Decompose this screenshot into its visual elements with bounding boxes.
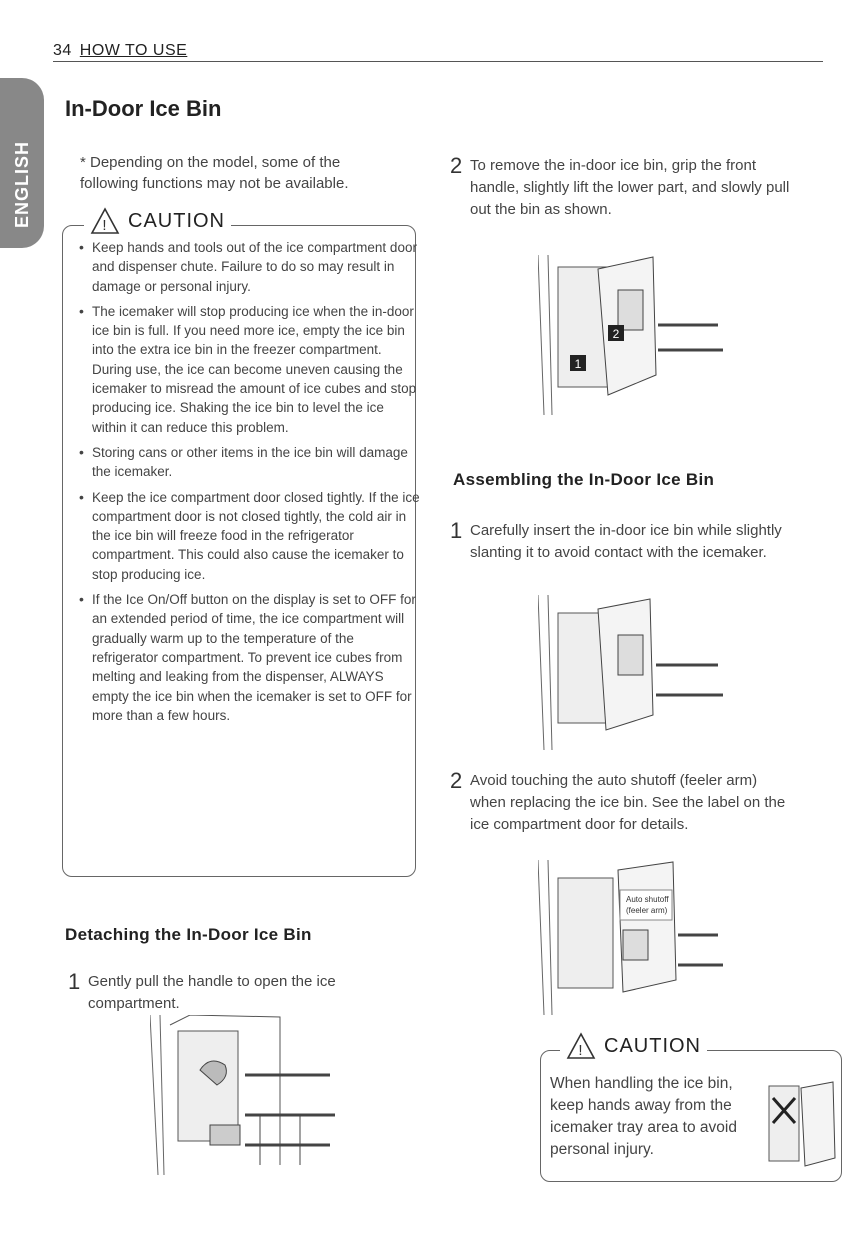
step-number: 1	[68, 969, 81, 994]
figure-step-label: 2	[612, 327, 620, 341]
caution-heading	[84, 207, 231, 235]
language-label: ENGLISH	[12, 140, 32, 228]
caution2-heading	[560, 1032, 707, 1060]
step-text: Gently pull the handle to open the ice compartment.	[88, 973, 336, 1012]
page-header	[53, 42, 187, 60]
callout-line: Auto shutoff	[626, 895, 669, 904]
caution2-text: When handling the ice bin, keep hands away from the icemaker tray area to avoid personal injury.	[550, 1075, 737, 1158]
caution-item: • Storing cans or other items in the ice bin will damage the icemaker.	[75, 443, 420, 482]
caution-list	[75, 238, 420, 731]
assemble-step-1	[450, 518, 800, 564]
page-title: In-Door Ice Bin	[65, 96, 222, 121]
callout-line: (feeler arm)	[626, 906, 668, 915]
warning-icon	[90, 207, 120, 235]
figure-step-label: 1	[574, 357, 582, 371]
detaching-heading: Detaching the In-Door Ice Bin	[65, 925, 312, 944]
step-text: To remove the in-door ice bin, grip the front handle, slightly lift the lower part, and slowly pull out the bin as shown.	[470, 157, 790, 218]
page-number: 34	[53, 42, 72, 59]
ice-bin-insert-illustration	[538, 595, 728, 750]
svg-text:!: !	[578, 1042, 584, 1059]
svg-text:!: !	[102, 217, 108, 234]
step-number: 1	[450, 518, 463, 543]
step-text: Avoid touching the auto shutoff (feeler arm) when replacing the ice bin. See the label on the ice compartment door for details.	[470, 772, 786, 833]
caution-item: • If the Ice On/Off button on the display is set to OFF for an extended period of time, the ice compartment will gradually warm up to the temperature of the refrigerator compartment. To prevent ice cubes from melting and leaking from the dispenser, ALWAYS empty the ice bin when the icemaker is set to OFF for more than a few hours.	[75, 590, 420, 725]
language-side-tab	[0, 78, 44, 248]
step-number: 2	[450, 768, 463, 793]
icemaker-hazard-illustration	[765, 1078, 837, 1173]
caution-item: • Keep hands and tools out of the ice compartment door and dispenser chute. Failure to do so may result in damage or personal injury.	[75, 238, 420, 296]
availability-note: * Depending on the model, some of the following functions may not be available.	[80, 154, 349, 192]
caution-item: • Keep the ice compartment door closed tightly. If the ice compartment door is not closed tightly, the cold air in the ice bin will freeze food in the refrigerator compartment. This could also cause the icemaker to stop producing ice.	[75, 488, 420, 584]
fridge-open-compartment-illustration	[150, 1015, 340, 1175]
caution2-label: CAUTION	[604, 1034, 701, 1057]
caution-item: • The icemaker will stop producing ice when the in-door ice bin is full. If you need more ice, empty the ice bin into the extra ice bin in the freezer compartment. During use, the ice can become uneven causing the icemaker to misread the amount of ice cubes and stop producing ice. Shaking the ice bin to level the ice within it can reduce this problem.	[75, 302, 420, 437]
step-number: 2	[450, 153, 463, 178]
assembling-heading: Assembling the In-Door Ice Bin	[453, 470, 715, 489]
assemble-step-2	[450, 768, 790, 836]
section-title: HOW TO USE	[79, 42, 188, 59]
warning-icon	[566, 1032, 596, 1060]
step-text: Carefully insert the in-door ice bin while slightly slanting it to avoid contact with the icemaker.	[470, 522, 782, 561]
caution-label: CAUTION	[128, 209, 225, 232]
detach-step-1	[68, 969, 398, 1015]
ice-bin-removal-illustration	[538, 255, 728, 415]
feeler-arm-illustration	[538, 860, 728, 1015]
detach-step-2	[450, 153, 790, 221]
header-rule	[53, 61, 823, 62]
